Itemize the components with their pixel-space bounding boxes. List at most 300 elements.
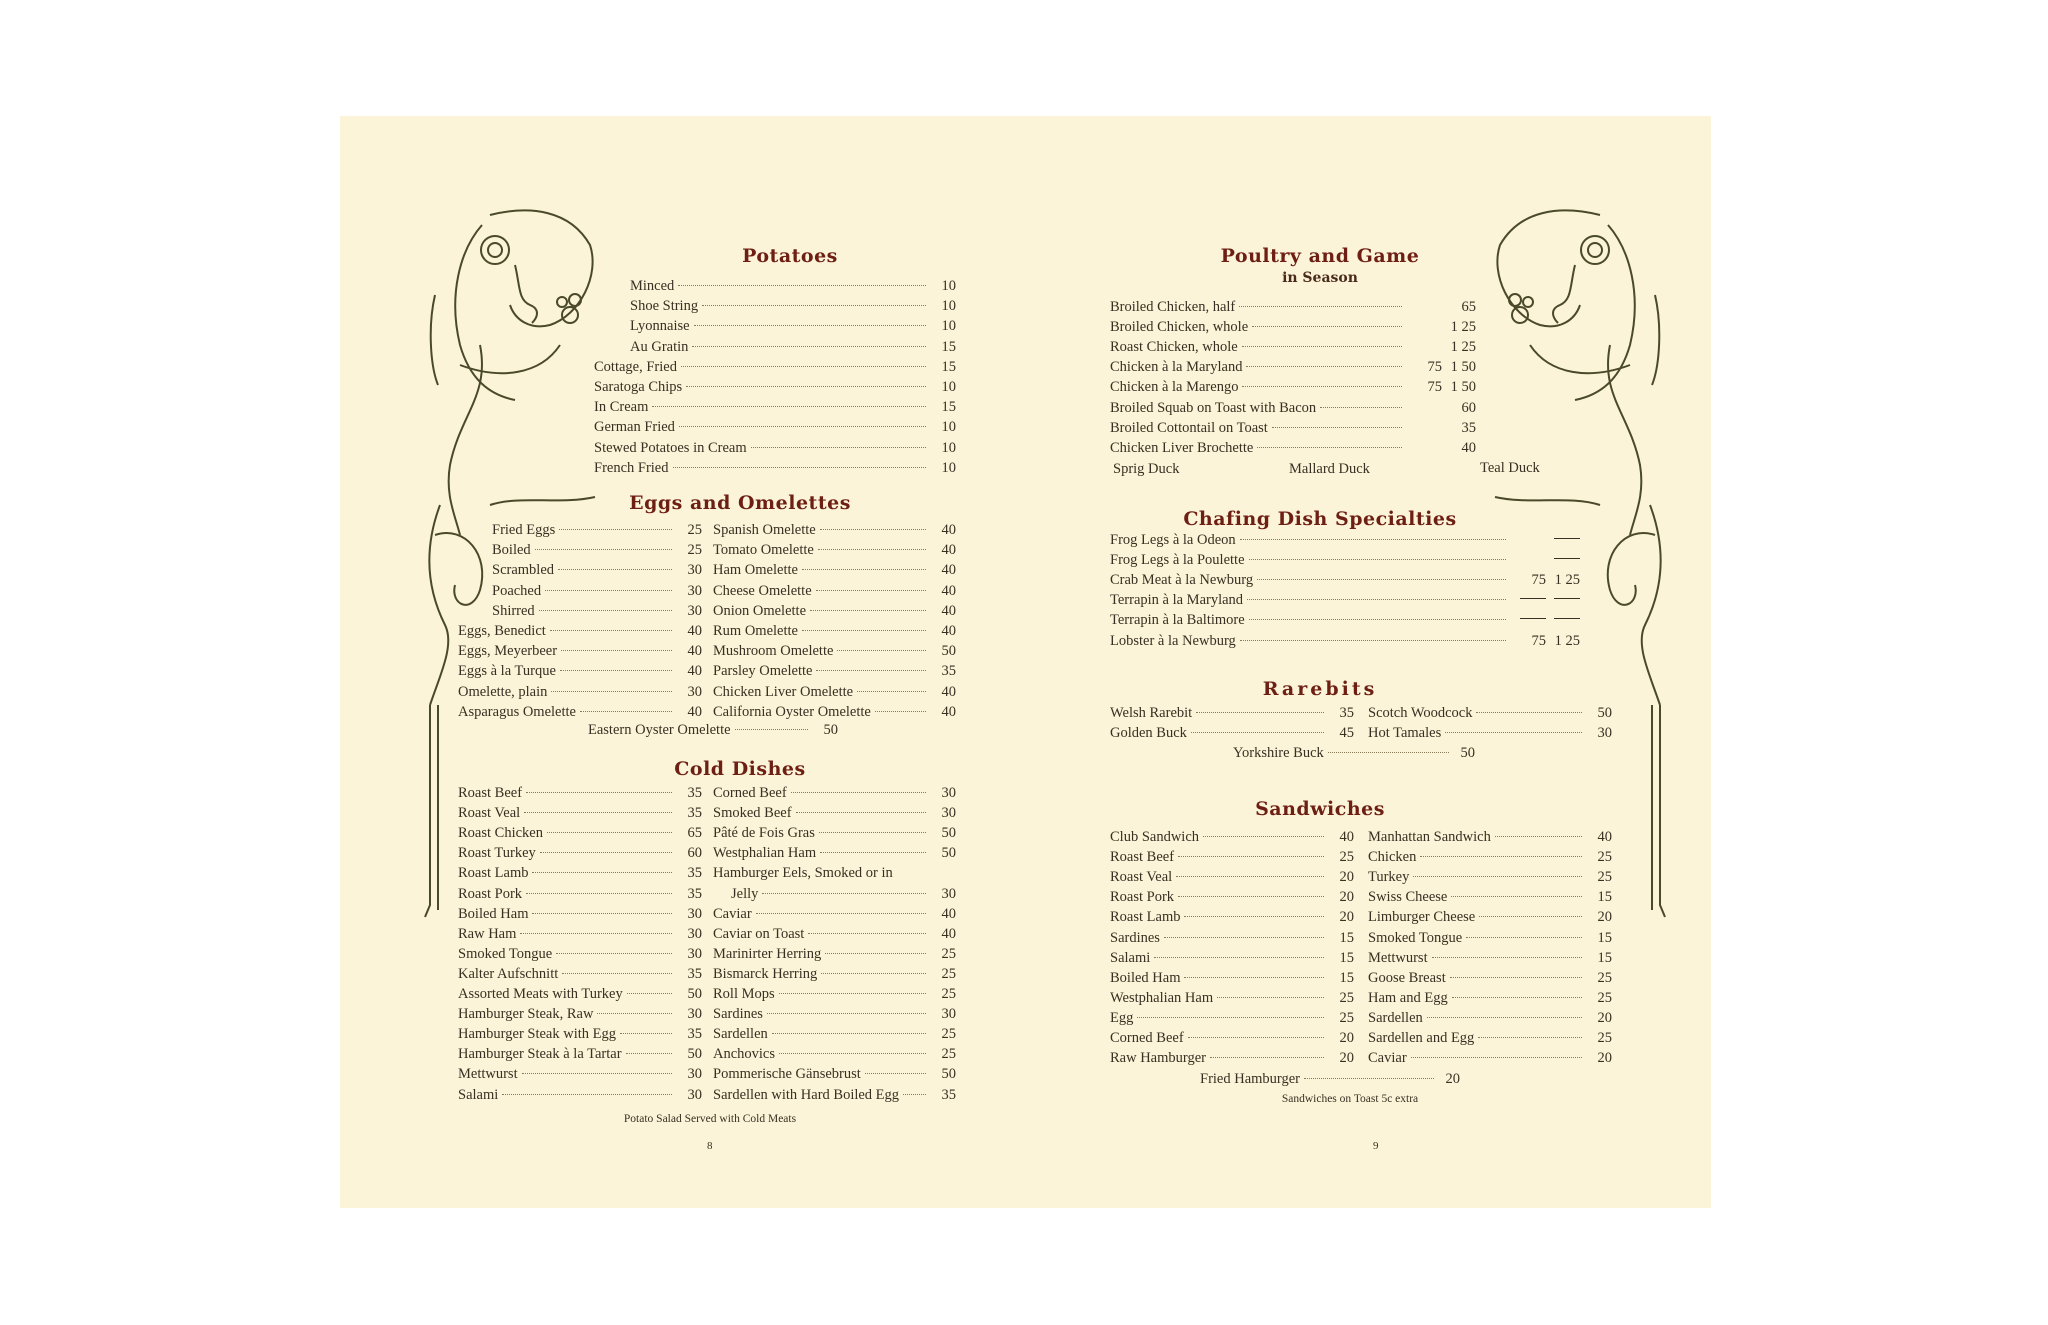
item-name: Salami (1110, 949, 1151, 966)
menu-item (458, 1044, 702, 1064)
leader-dots (522, 1073, 672, 1074)
leader-dots (692, 346, 926, 347)
menu-item (1110, 703, 1354, 723)
item-name: Kalter Aufschnitt (458, 965, 559, 982)
leader-dots (751, 447, 926, 448)
item-price: 50 (687, 1046, 702, 1063)
not-priced-dash (1554, 558, 1580, 559)
menu-item (492, 540, 702, 560)
item-name: Minced (630, 278, 675, 294)
menu-item (458, 1024, 702, 1044)
item-price: 40 (941, 562, 956, 579)
item-name: Cottage, Fried (594, 358, 677, 375)
leader-dots (875, 711, 926, 712)
item-price: 30 (941, 1006, 956, 1023)
menu-item (630, 337, 956, 357)
leader-dots (1445, 732, 1582, 733)
rarebits-title: Rarebits (1262, 678, 1378, 700)
menu-item (713, 924, 956, 944)
item-name: Roast Beef (458, 785, 523, 801)
item-price: 30 (941, 885, 956, 902)
menu-item (1368, 948, 1612, 968)
item-price: 30 (1597, 725, 1612, 741)
item-price: 25 (1597, 849, 1612, 866)
item-name: Roast Pork (1110, 889, 1175, 906)
menu-item (713, 540, 956, 560)
item-price: 15 (941, 338, 956, 355)
leader-dots (818, 549, 926, 550)
leader-dots (791, 792, 926, 793)
leader-dots (558, 569, 672, 570)
item-name: Shoe String (630, 298, 699, 315)
item-price-p2 (1546, 590, 1580, 610)
item-name: Roast Lamb (1110, 909, 1181, 926)
leader-dots (1246, 366, 1402, 367)
item-name: Caviar (713, 905, 752, 922)
item-price-p2 (1546, 550, 1580, 570)
item-price-p1: 75 (1427, 359, 1442, 376)
menu-item (458, 661, 702, 681)
menu-item (1110, 357, 1476, 377)
menu-item (458, 884, 702, 904)
leader-dots (1478, 1037, 1582, 1038)
leader-dots (535, 549, 672, 550)
leader-dots (1137, 1017, 1324, 1018)
item-price: 40 (941, 522, 956, 538)
item-price: 40 (687, 663, 702, 680)
item-name: Assorted Meats with Turkey (458, 986, 623, 1002)
menu-item (1110, 988, 1354, 1008)
leader-dots (652, 406, 926, 407)
item-price-p2: 1 50 (1450, 359, 1476, 376)
leader-dots (545, 590, 672, 591)
item-name: Terrapin à la Maryland (1110, 592, 1244, 609)
item-name: French Fried (594, 459, 669, 476)
item-name: Shirred (492, 602, 535, 619)
item-name: Corned Beef (713, 785, 787, 801)
item-name: California Oyster Omelette (713, 703, 871, 720)
item-name: Spanish Omelette (713, 522, 816, 538)
item-price: 30 (941, 785, 956, 801)
cold-dishes-note: Potato Salad Served with Cold Meats (623, 1113, 797, 1125)
leader-dots (802, 569, 926, 570)
menu-item (713, 863, 956, 883)
menu-item (458, 702, 702, 722)
menu-item (713, 661, 956, 681)
item-name: Broiled Chicken, whole (1110, 319, 1249, 336)
item-name: Smoked Beef (713, 805, 792, 822)
item-name: Welsh Rarebit (1110, 705, 1193, 721)
item-price: 25 (941, 945, 956, 962)
menu-item (713, 964, 956, 984)
item-name: Smoked Tongue (458, 945, 553, 962)
item-name: In Cream (594, 399, 649, 416)
item-price: 30 (687, 1086, 702, 1103)
menu-item (458, 863, 702, 883)
menu-item (1110, 317, 1476, 337)
leader-dots (1217, 997, 1324, 998)
leader-dots (678, 285, 926, 286)
menu-item (594, 377, 956, 397)
item-price: 40 (941, 905, 956, 922)
item-name: Tomato Omelette (713, 542, 814, 559)
item-name: Roast Lamb (458, 865, 529, 882)
item-name: Roll Mops (713, 986, 775, 1002)
item-price: 25 (941, 965, 956, 982)
item-price: 20 (1597, 909, 1612, 926)
menu-item (713, 621, 956, 641)
duck-sprig: Sprig Duck (1113, 461, 1180, 477)
menu-item (458, 843, 702, 863)
leader-dots (1427, 1017, 1582, 1018)
leader-dots (550, 630, 672, 631)
item-price: 30 (687, 683, 702, 700)
leader-dots (1240, 640, 1506, 641)
leader-dots (837, 650, 926, 651)
item-price: 35 (687, 1026, 702, 1043)
item-price: 25 (941, 986, 956, 1002)
leader-dots (1479, 916, 1582, 917)
item-price-p2: 1 50 (1450, 379, 1476, 396)
item-name: Hamburger Steak, Raw (458, 1006, 594, 1023)
leader-dots (673, 467, 927, 468)
item-name: Sardellen (1368, 1009, 1423, 1026)
item-name: Broiled Squab on Toast with Bacon (1110, 399, 1317, 416)
leader-dots (1184, 916, 1324, 917)
menu-item (458, 682, 702, 702)
menu-item (458, 964, 702, 984)
item-price: 20 (1597, 1050, 1612, 1067)
sandwiches-center-item: Fried Hamburger 20 (1200, 1071, 1460, 1087)
leader-dots (819, 832, 926, 833)
item-name: Sardellen and Egg (1368, 1030, 1475, 1046)
item-price: 40 (687, 623, 702, 639)
item-name: Omelette, plain (458, 683, 548, 700)
leader-dots (779, 1053, 926, 1054)
item-price: 30 (687, 602, 702, 619)
item-price: 25 (687, 522, 702, 538)
item-price: 10 (941, 439, 956, 456)
item-name: Parsley Omelette (713, 663, 813, 680)
item-price: 35 (687, 805, 702, 822)
leader-dots (1420, 856, 1582, 857)
menu-item (713, 984, 956, 1004)
item-price-p2: 65 (1461, 299, 1476, 315)
item-price: 25 (1339, 989, 1354, 1006)
menu-item (1368, 867, 1612, 887)
item-name: Golden Buck (1110, 725, 1187, 741)
menu-item (713, 843, 956, 863)
item-price: 50 (941, 643, 956, 660)
menu-item (1110, 948, 1354, 968)
item-name: Mushroom Omelette (713, 643, 834, 660)
leader-dots (694, 325, 926, 326)
menu-item (713, 581, 956, 601)
item-price: 40 (1339, 829, 1354, 845)
menu-item (458, 783, 702, 803)
leader-dots (526, 893, 672, 894)
menu-item (1110, 928, 1354, 948)
item-name: Au Gratin (630, 338, 689, 355)
menu-item (713, 641, 956, 661)
leader-dots (679, 426, 926, 427)
item-name: Raw Hamburger (1110, 1050, 1206, 1067)
leader-dots (547, 832, 672, 833)
item-name: Sardines (713, 1006, 763, 1023)
item-name: Chicken à la Marengo (1110, 379, 1239, 396)
menu-item (1368, 1028, 1612, 1048)
item-price: 40 (941, 925, 956, 942)
item-name: Smoked Tongue (1368, 929, 1463, 946)
item-name: Asparagus Omelette (458, 703, 576, 720)
leader-dots (532, 872, 672, 873)
menu-item (1110, 530, 1580, 550)
leader-dots (540, 852, 672, 853)
item-price: 10 (941, 419, 956, 436)
menu-item (1110, 1008, 1354, 1028)
item-name: Eggs, Meyerbeer (458, 643, 558, 660)
item-price: 20 (1339, 869, 1354, 886)
item-price: 50 (941, 845, 956, 862)
item-name: Manhattan Sandwich (1368, 829, 1491, 845)
item-name: Rum Omelette (713, 623, 798, 639)
menu-item (1368, 907, 1612, 927)
item-name: Chicken Liver Omelette (713, 683, 854, 700)
item-price: 50 (941, 825, 956, 842)
menu-item (1110, 377, 1476, 397)
leader-dots (1272, 427, 1402, 428)
item-name: Poached (492, 582, 542, 599)
item-price: 20 (1597, 1009, 1612, 1026)
menu-item (1110, 631, 1580, 651)
eggs-title: Eggs and Omelettes (629, 492, 851, 514)
item-price: 40 (941, 542, 956, 559)
not-priced-dash (1554, 618, 1580, 619)
item-price-p2: 1 25 (1450, 319, 1476, 336)
item-name: Mettwurst (458, 1066, 518, 1083)
leader-dots (779, 993, 926, 994)
item-name: Boiled Ham (458, 905, 529, 922)
item-name: Club Sandwich (1110, 829, 1200, 845)
menu-item (594, 397, 956, 417)
item-name: Turkey (1368, 869, 1410, 886)
item-name: Sardellen (713, 1026, 768, 1043)
item-name: Sardellen with Hard Boiled Egg (713, 1086, 900, 1103)
leader-dots (1249, 619, 1506, 620)
menu-item (594, 458, 956, 478)
leader-dots (1411, 1057, 1582, 1058)
item-name: Roast Chicken, whole (1110, 339, 1238, 356)
leader-dots (821, 973, 926, 974)
item-name: Frog Legs à la Poulette (1110, 552, 1245, 569)
leader-dots (802, 630, 926, 631)
item-price: 35 (687, 965, 702, 982)
item-name: Mettwurst (1368, 949, 1428, 966)
potatoes-title: Potatoes (742, 245, 838, 267)
menu-item (1110, 847, 1354, 867)
leader-dots (1242, 346, 1402, 347)
item-price: 40 (941, 703, 956, 720)
eggs-center-item: Eastern Oyster Omelette 50 (588, 722, 838, 738)
menu-item (630, 316, 956, 336)
leader-dots (1320, 407, 1402, 408)
menu-item (1110, 867, 1354, 887)
item-name: Roast Pork (458, 885, 523, 902)
menu-item (630, 296, 956, 316)
item-price: 20 (1339, 1030, 1354, 1046)
menu-item (1368, 723, 1612, 743)
menu-item (1368, 1008, 1612, 1028)
item-price: 15 (1339, 969, 1354, 986)
leader-dots (1452, 997, 1582, 998)
leader-dots (767, 1013, 926, 1014)
menu-item (1368, 827, 1612, 847)
leader-dots (626, 1053, 672, 1054)
page-number-left: 8 (707, 1140, 713, 1152)
item-price: 10 (941, 318, 956, 335)
menu-item (713, 1024, 956, 1044)
leader-dots (681, 366, 926, 367)
leader-dots (562, 973, 672, 974)
item-price: 40 (687, 643, 702, 660)
menu-item (713, 682, 956, 702)
menu-item (1110, 550, 1580, 570)
item-price: 50 (941, 1066, 956, 1083)
item-name: Fried Eggs (492, 522, 556, 538)
item-name: Cheese Omelette (713, 582, 812, 599)
menu-item (492, 581, 702, 601)
item-price: 25 (1597, 969, 1612, 986)
item-price-p1 (1510, 590, 1546, 610)
menu-item (492, 601, 702, 621)
item-price: 65 (687, 825, 702, 842)
leader-dots (556, 953, 672, 954)
leader-dots (539, 610, 672, 611)
item-name: Scotch Woodcock (1368, 705, 1473, 721)
item-price-p2: 40 (1461, 439, 1476, 456)
leader-dots (686, 386, 926, 387)
item-price: 25 (941, 1046, 956, 1063)
item-price: 15 (1339, 949, 1354, 966)
item-price: 40 (941, 582, 956, 599)
item-price: 25 (941, 1026, 956, 1043)
item-price: 40 (941, 683, 956, 700)
leader-dots (1184, 977, 1324, 978)
duck-teal: Teal Duck (1480, 460, 1540, 476)
item-price: 40 (941, 602, 956, 619)
item-name: Chicken à la Maryland (1110, 359, 1243, 376)
item-price: 25 (1597, 989, 1612, 1006)
item-name: Roast Veal (458, 805, 521, 822)
menu-item (1110, 570, 1580, 590)
item-price: 30 (687, 925, 702, 942)
item-price: 15 (1597, 949, 1612, 966)
leader-dots (526, 792, 672, 793)
leader-dots (1451, 896, 1582, 897)
leader-dots (1252, 326, 1402, 327)
menu-item (1368, 968, 1612, 988)
item-name: Crab Meat à la Newburg (1110, 572, 1254, 589)
item-price-p2 (1546, 530, 1580, 550)
leader-dots (580, 711, 672, 712)
item-name: Jelly (731, 885, 759, 902)
item-name: Saratoga Chips (594, 379, 683, 395)
leader-dots (825, 953, 926, 954)
item-name: Hamburger Eels, Smoked or in (713, 865, 893, 882)
item-name: Boiled Ham (1110, 969, 1181, 986)
item-price: 10 (941, 278, 956, 294)
menu-item (458, 1004, 702, 1024)
leader-dots (1164, 937, 1324, 938)
item-name: Pommerische Gänsebrust (713, 1066, 861, 1083)
item-price: 50 (1597, 705, 1612, 721)
menu-item (458, 984, 702, 1004)
item-price: 25 (1339, 849, 1354, 866)
item-price: 50 (687, 986, 702, 1002)
leader-dots (756, 913, 926, 914)
item-price-p1: 75 (1531, 632, 1546, 649)
not-priced-dash (1520, 598, 1546, 599)
menu-item (1368, 988, 1612, 1008)
item-price-p2: 60 (1461, 399, 1476, 416)
menu-item (1368, 847, 1612, 867)
menu-item (1368, 887, 1612, 907)
item-price-p1: 75 (1427, 379, 1442, 396)
menu-item (1110, 887, 1354, 907)
item-price: 25 (1597, 1030, 1612, 1046)
menu-item (594, 357, 956, 377)
leader-dots (816, 670, 926, 671)
item-name: Terrapin à la Baltimore (1110, 612, 1245, 629)
item-name: Roast Veal (1110, 869, 1173, 886)
item-name: Broiled Chicken, half (1110, 299, 1236, 315)
leader-dots (1154, 957, 1324, 958)
item-price-p2: 35 (1461, 419, 1476, 436)
menu-item (1110, 610, 1580, 630)
menu-item (1110, 337, 1476, 357)
item-name: Roast Beef (1110, 849, 1175, 866)
leader-dots (820, 852, 926, 853)
cold-dishes-title: Cold Dishes (674, 758, 806, 780)
item-name: Boiled (492, 542, 531, 559)
leader-dots (903, 1094, 926, 1095)
item-price: 10 (941, 459, 956, 476)
menu-item (492, 560, 702, 580)
menu-item (1110, 968, 1354, 988)
item-price: 35 (1339, 705, 1354, 721)
item-price-p1 (1510, 610, 1546, 630)
item-price: 30 (941, 805, 956, 822)
leader-dots (1413, 876, 1582, 877)
menu-item (458, 924, 702, 944)
item-name: Lobster à la Newburg (1110, 632, 1236, 649)
item-name: Scrambled (492, 562, 555, 579)
leader-dots (502, 1094, 672, 1095)
not-priced-dash (1520, 618, 1546, 619)
rarebits-center-item: Yorkshire Buck 50 (1233, 745, 1475, 761)
menu-item (594, 438, 956, 458)
menu-item (1368, 1048, 1612, 1068)
item-price: 40 (687, 703, 702, 720)
menu-item (458, 621, 702, 641)
leader-dots (524, 812, 672, 813)
leader-dots (560, 670, 672, 671)
item-name: Hamburger Steak à la Tartar (458, 1046, 622, 1063)
item-name: Chicken Liver Brochette (1110, 439, 1254, 456)
menu-item (713, 823, 956, 843)
item-price: 20 (1339, 909, 1354, 926)
menu-item (1110, 297, 1476, 317)
